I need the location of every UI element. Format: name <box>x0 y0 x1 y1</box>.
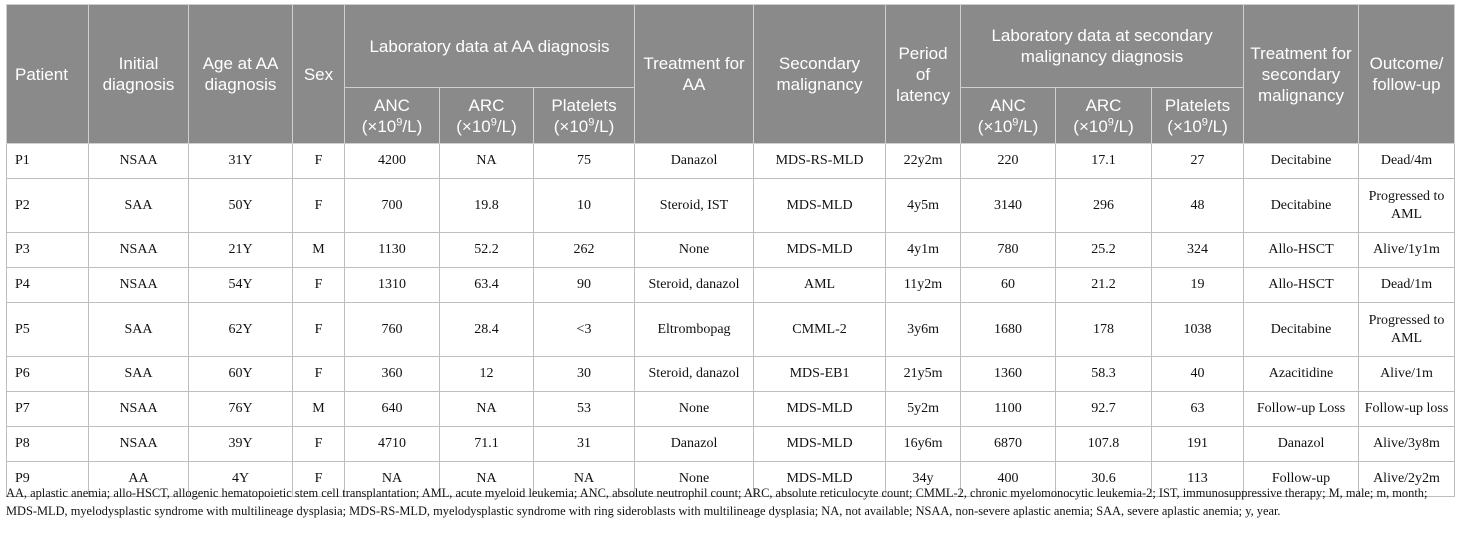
cell-platelets-aa: 10 <box>534 179 635 233</box>
header-anc-sm <box>961 88 1056 144</box>
cell-treatment-sm: Danazol <box>1244 427 1359 462</box>
cell-platelets-aa: <3 <box>534 303 635 357</box>
cell-treatment-aa: None <box>635 233 754 268</box>
cell-initial-diagnosis: NSAA <box>89 427 189 462</box>
anc-label: ANC <box>374 95 410 115</box>
cell-latency: 11y2m <box>886 268 961 303</box>
cell-anc-sm: 400 <box>961 462 1056 497</box>
header-arc-aa <box>440 88 534 144</box>
cell-arc-sm: 17.1 <box>1056 144 1152 179</box>
cell-platelets-sm: 40 <box>1152 357 1244 392</box>
cell-malignancy: CMML-2 <box>754 303 886 357</box>
cell-sex: F <box>293 268 345 303</box>
cell-initial-diagnosis: SAA <box>89 303 189 357</box>
cell-outcome: Alive/3y8m <box>1359 427 1455 462</box>
arc-label: ARC <box>468 95 505 115</box>
cell-latency: 34y <box>886 462 961 497</box>
cell-initial-diagnosis: NSAA <box>89 268 189 303</box>
cell-platelets-sm: 113 <box>1152 462 1244 497</box>
cell-anc-sm: 780 <box>961 233 1056 268</box>
cell-anc-sm: 1680 <box>961 303 1056 357</box>
cell-age: 62Y <box>189 303 293 357</box>
cell-arc-sm: 107.8 <box>1056 427 1152 462</box>
cell-patient: P6 <box>7 357 89 392</box>
platelets-label: Platelets <box>551 95 617 115</box>
header-lab-aa-group: Laboratory data at AA diagnosis <box>345 5 635 88</box>
cell-treatment-aa: Steroid, IST <box>635 179 754 233</box>
unit-prefix: (×10 <box>361 116 397 136</box>
cell-platelets-sm: 324 <box>1152 233 1244 268</box>
cell-outcome: Progressed to AML <box>1359 179 1455 233</box>
header-platelets-sm <box>1152 88 1244 144</box>
cell-outcome: Dead/1m <box>1359 268 1455 303</box>
cell-arc-sm: 58.3 <box>1056 357 1152 392</box>
cell-anc-aa: 4710 <box>345 427 440 462</box>
cell-arc-sm: 296 <box>1056 179 1152 233</box>
cell-anc-sm: 3140 <box>961 179 1056 233</box>
cell-treatment-aa: Danazol <box>635 427 754 462</box>
cell-arc-sm: 25.2 <box>1056 233 1152 268</box>
cell-platelets-sm: 48 <box>1152 179 1244 233</box>
header-treatment-sm: Treatment for secondary malignancy <box>1244 5 1359 144</box>
unit-prefix: (×10 <box>456 116 491 136</box>
unit-exp: 9 <box>588 115 595 128</box>
table-footnote: AA, aplastic anemia; allo-HSCT, allogenic hematopoietic stem cell transplantation; AML, acute myeloid leukemia; ANC, absolute neutrophil count; ARC, absolute reticulocyte count; CMML-2, chronic myelomonocytic leukemia-2; IST, immunosuppressive therapy; M, male; m, month; MDS-MLD, myelodysplastic syndrome with multilineage dysplasia; MDS-RS-MLD, myelodysplastic syndrome with ring sideroblasts with multilineage dysplasia; NA, not available; NSAA, non-severe aplastic anemia; SAA, severe aplastic anemia; y, year. <box>6 486 1428 518</box>
cell-treatment-aa: Eltrombopag <box>635 303 754 357</box>
cell-arc-aa: 52.2 <box>440 233 534 268</box>
table-row <box>7 233 1455 268</box>
cell-treatment-aa: Danazol <box>635 144 754 179</box>
header-age-at-aa: Age at AA diagnosis <box>189 5 293 144</box>
cell-malignancy: MDS-MLD <box>754 179 886 233</box>
cell-treatment-sm: Follow-up <box>1244 462 1359 497</box>
cell-arc-aa: 28.4 <box>440 303 534 357</box>
header-sex: Sex <box>293 5 345 144</box>
cell-initial-diagnosis: NSAA <box>89 392 189 427</box>
cell-patient: P7 <box>7 392 89 427</box>
cell-age: 50Y <box>189 179 293 233</box>
cell-anc-aa: 4200 <box>345 144 440 179</box>
cell-initial-diagnosis: AA <box>89 462 189 497</box>
cell-outcome: Dead/4m <box>1359 144 1455 179</box>
cell-latency: 21y5m <box>886 357 961 392</box>
unit-exp: 9 <box>1201 115 1208 128</box>
cell-sex: M <box>293 233 345 268</box>
cell-malignancy: AML <box>754 268 886 303</box>
cell-age: 76Y <box>189 392 293 427</box>
cell-anc-aa: NA <box>345 462 440 497</box>
anc-label: ANC <box>990 95 1026 115</box>
cell-latency: 5y2m <box>886 392 961 427</box>
cell-anc-sm: 1100 <box>961 392 1056 427</box>
cell-treatment-aa: Steroid, danazol <box>635 357 754 392</box>
cell-initial-diagnosis: SAA <box>89 179 189 233</box>
cell-arc-aa: NA <box>440 462 534 497</box>
header-initial-diagnosis: Initial diagnosis <box>89 5 189 144</box>
cell-treatment-sm: Follow-up Loss <box>1244 392 1359 427</box>
cell-age: 31Y <box>189 144 293 179</box>
cell-sex: F <box>293 462 345 497</box>
table-container <box>6 4 1454 497</box>
cell-anc-aa: 760 <box>345 303 440 357</box>
cell-age: 4Y <box>189 462 293 497</box>
cell-sex: F <box>293 357 345 392</box>
unit-exp: 9 <box>1107 115 1114 128</box>
cell-latency: 16y6m <box>886 427 961 462</box>
cell-arc-aa: NA <box>440 392 534 427</box>
cell-platelets-sm: 19 <box>1152 268 1244 303</box>
cell-age: 21Y <box>189 233 293 268</box>
cell-latency: 22y2m <box>886 144 961 179</box>
cell-platelets-sm: 191 <box>1152 427 1244 462</box>
cell-patient: P8 <box>7 427 89 462</box>
cell-platelets-aa: 53 <box>534 392 635 427</box>
cell-age: 60Y <box>189 357 293 392</box>
cell-patient: P5 <box>7 303 89 357</box>
cell-sex: F <box>293 427 345 462</box>
table-body <box>7 144 1455 497</box>
cell-platelets-aa: 262 <box>534 233 635 268</box>
cell-anc-sm: 1360 <box>961 357 1056 392</box>
unit-prefix: (×10 <box>1167 116 1202 136</box>
cell-patient: P1 <box>7 144 89 179</box>
cell-treatment-aa: None <box>635 462 754 497</box>
cell-platelets-aa: NA <box>534 462 635 497</box>
cell-initial-diagnosis: NSAA <box>89 233 189 268</box>
table-row <box>7 268 1455 303</box>
arc-label: ARC <box>1085 95 1122 115</box>
cell-arc-sm: 178 <box>1056 303 1152 357</box>
table-row <box>7 179 1455 233</box>
cell-anc-aa: 640 <box>345 392 440 427</box>
cell-anc-aa: 360 <box>345 357 440 392</box>
cell-anc-aa: 1130 <box>345 233 440 268</box>
cell-initial-diagnosis: SAA <box>89 357 189 392</box>
cell-latency: 3y6m <box>886 303 961 357</box>
cell-malignancy: MDS-EB1 <box>754 357 886 392</box>
cell-outcome: Progressed to AML <box>1359 303 1455 357</box>
cell-platelets-sm: 1038 <box>1152 303 1244 357</box>
cell-platelets-sm: 63 <box>1152 392 1244 427</box>
unit-suffix: /L) <box>1113 116 1134 136</box>
cell-malignancy: MDS-RS-MLD <box>754 144 886 179</box>
cell-latency: 4y1m <box>886 233 961 268</box>
header-treatment-aa: Treatment for AA <box>635 5 754 144</box>
cell-treatment-aa: Steroid, danazol <box>635 268 754 303</box>
unit-exp: 9 <box>1012 115 1019 128</box>
cell-malignancy: MDS-MLD <box>754 233 886 268</box>
cell-outcome: Alive/1m <box>1359 357 1455 392</box>
unit-suffix: /L) <box>594 116 615 136</box>
cell-outcome: Alive/2y2m <box>1359 462 1455 497</box>
cell-outcome: Follow-up loss <box>1359 392 1455 427</box>
header-anc-aa <box>345 88 440 144</box>
cell-sex: M <box>293 392 345 427</box>
cell-treatment-sm: Decitabine <box>1244 303 1359 357</box>
cell-platelets-aa: 31 <box>534 427 635 462</box>
table-row <box>7 357 1455 392</box>
cell-malignancy: MDS-MLD <box>754 427 886 462</box>
cell-outcome: Alive/1y1m <box>1359 233 1455 268</box>
cell-treatment-sm: Decitabine <box>1244 179 1359 233</box>
table-row <box>7 392 1455 427</box>
header-latency: Period of latency <box>886 5 961 144</box>
cell-treatment-sm: Allo-HSCT <box>1244 233 1359 268</box>
header-lab-sm-group: Laboratory data at secondary malignancy diagnosis <box>961 5 1244 88</box>
header-platelets-aa <box>534 88 635 144</box>
cell-arc-sm: 92.7 <box>1056 392 1152 427</box>
unit-prefix: (×10 <box>1073 116 1108 136</box>
cell-anc-sm: 60 <box>961 268 1056 303</box>
cell-patient: P2 <box>7 179 89 233</box>
cell-sex: F <box>293 179 345 233</box>
cell-patient: P9 <box>7 462 89 497</box>
cell-treatment-sm: Allo-HSCT <box>1244 268 1359 303</box>
table-row <box>7 303 1455 357</box>
cell-arc-sm: 30.6 <box>1056 462 1152 497</box>
unit-suffix: /L) <box>496 116 517 136</box>
cell-treatment-sm: Decitabine <box>1244 144 1359 179</box>
cell-malignancy: MDS-MLD <box>754 462 886 497</box>
unit-suffix: /L) <box>1018 116 1039 136</box>
cell-platelets-aa: 90 <box>534 268 635 303</box>
unit-prefix: (×10 <box>977 116 1013 136</box>
cell-arc-aa: NA <box>440 144 534 179</box>
header-arc-sm <box>1056 88 1152 144</box>
patient-table <box>6 4 1455 497</box>
cell-age: 39Y <box>189 427 293 462</box>
cell-arc-aa: 71.1 <box>440 427 534 462</box>
cell-arc-aa: 63.4 <box>440 268 534 303</box>
cell-anc-aa: 700 <box>345 179 440 233</box>
table-row <box>7 427 1455 462</box>
unit-suffix: /L) <box>402 116 423 136</box>
cell-platelets-aa: 75 <box>534 144 635 179</box>
cell-platelets-sm: 27 <box>1152 144 1244 179</box>
header-secondary-malignancy: Secondary malignancy <box>754 5 886 144</box>
cell-initial-diagnosis: NSAA <box>89 144 189 179</box>
platelets-label: Platelets <box>1164 95 1231 115</box>
cell-anc-aa: 1310 <box>345 268 440 303</box>
cell-treatment-sm: Azacitidine <box>1244 357 1359 392</box>
cell-age: 54Y <box>189 268 293 303</box>
unit-suffix: /L) <box>1207 116 1228 136</box>
cell-anc-sm: 220 <box>961 144 1056 179</box>
table-header <box>7 5 1455 144</box>
unit-exp: 9 <box>396 115 403 128</box>
cell-patient: P3 <box>7 233 89 268</box>
cell-treatment-aa: None <box>635 392 754 427</box>
unit-exp: 9 <box>490 115 497 128</box>
cell-anc-sm: 6870 <box>961 427 1056 462</box>
cell-arc-sm: 21.2 <box>1056 268 1152 303</box>
table-row <box>7 144 1455 179</box>
header-outcome: Outcome/ follow-up <box>1359 5 1455 144</box>
cell-latency: 4y5m <box>886 179 961 233</box>
cell-patient: P4 <box>7 268 89 303</box>
cell-arc-aa: 12 <box>440 357 534 392</box>
cell-malignancy: MDS-MLD <box>754 392 886 427</box>
unit-prefix: (×10 <box>553 116 589 136</box>
cell-arc-aa: 19.8 <box>440 179 534 233</box>
cell-platelets-aa: 30 <box>534 357 635 392</box>
header-patient: Patient <box>7 5 89 144</box>
cell-sex: F <box>293 144 345 179</box>
cell-sex: F <box>293 303 345 357</box>
